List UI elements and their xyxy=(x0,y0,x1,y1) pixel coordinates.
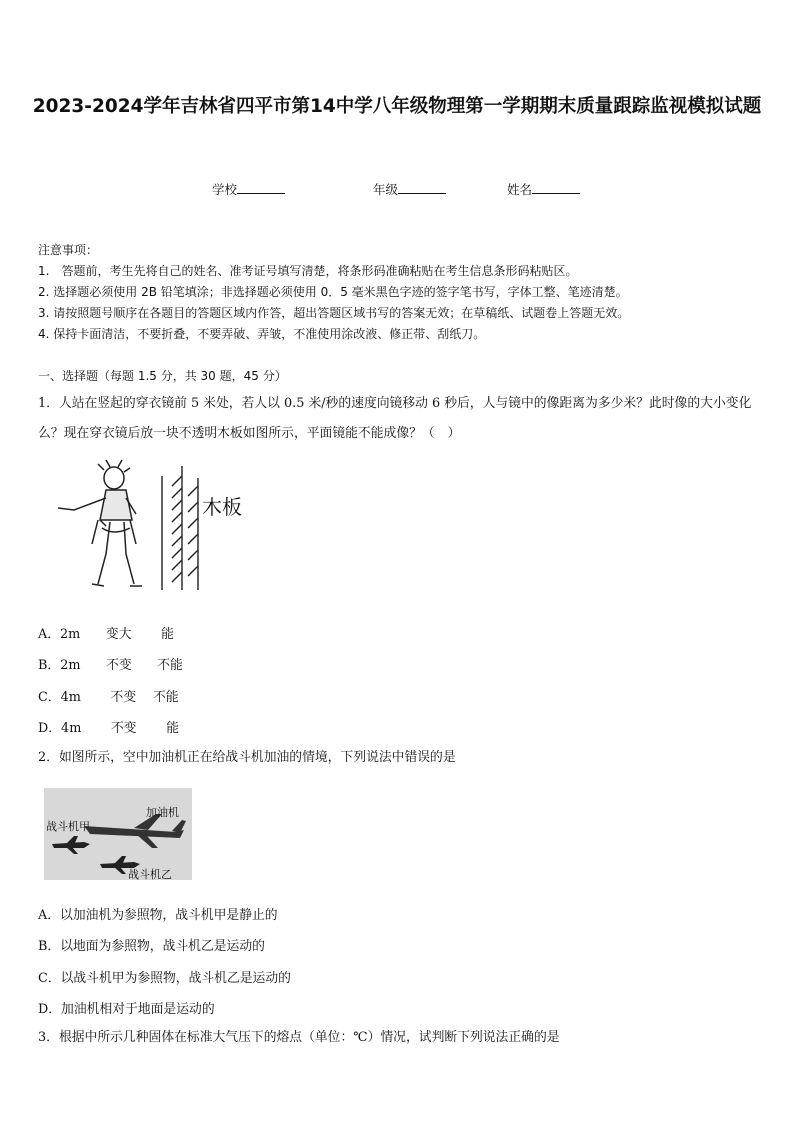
grade-blank xyxy=(398,181,446,194)
section-heading: 一、选择题（每题 1.5 分，共 30 题，45 分） xyxy=(38,369,287,383)
name-label: 姓名 xyxy=(507,182,533,197)
mirror-figure xyxy=(40,458,270,598)
q1-option-c: C．4m 不变 不能 xyxy=(38,690,179,705)
school-blank xyxy=(237,181,285,194)
name-blank xyxy=(532,181,580,194)
school-label: 学校 xyxy=(212,182,238,197)
question-1-text: 1．人站在竖起的穿衣镜前 5 米处，若人以 0.5 米/秒的速度向镜移动 6 秒后，人与镜中的像距离为多少米？此时像的大小变化么？现在穿衣镜后放一块不透明木板如图所示，平面镜能不能成像？（ ） xyxy=(38,396,752,441)
note-item: 1. 答题前，考生先将自己的姓名、准考证号填写清楚，将条形码准确粘贴在考生信息条形码粘贴区。 xyxy=(38,264,578,278)
fighter-b-label: 战斗机乙 xyxy=(128,868,172,880)
person-illustration xyxy=(58,460,142,586)
question-3-text: 3．根据中所示几种固体在标准大气压下的熔点（单位：℃）情况，试判断下列说法正确的是 xyxy=(38,1030,560,1045)
school-field xyxy=(212,180,285,198)
tanker-label: 加油机 xyxy=(146,806,179,819)
q2-option-a: A．以加油机为参照物，战斗机甲是静止的 xyxy=(38,908,278,923)
mirror-shape xyxy=(162,466,198,590)
notes-block xyxy=(38,240,768,345)
note-item: 2. 选择题必须使用 2B 铅笔填涂；非选择题必须使用 0．5 毫米黑色字迹的签字笔书写，字体工整、笔迹清楚。 xyxy=(38,285,628,299)
note-item: 3. 请按照题号顺序在各题目的答题区域内作答，超出答题区域书写的答案无效；在草稿纸、试题卷上答题无效。 xyxy=(38,306,630,320)
q2-option-c: C．以战斗机甲为参照物，战斗机乙是运动的 xyxy=(38,971,291,986)
board-label: 木板 xyxy=(202,495,242,519)
refuel-figure xyxy=(44,788,192,880)
q1-option-b: B．2m 不变 不能 xyxy=(38,658,183,673)
q2-option-d: D．加油机相对于地面是运动的 xyxy=(38,1002,215,1017)
note-item: 4. 保持卡面清洁，不要折叠，不要弄破、弄皱，不准使用涂改液、修正带、刮纸刀。 xyxy=(38,327,486,341)
grade-field xyxy=(373,180,446,198)
notes-heading: 注意事项： xyxy=(38,243,99,257)
q1-option-d: D．4m 不变 能 xyxy=(38,721,180,736)
question-2-text: 2．如图所示，空中加油机正在给战斗机加油的情境，下列说法中错误的是 xyxy=(38,750,456,765)
q2-option-b: B．以地面为参照物，战斗机乙是运动的 xyxy=(38,939,265,954)
fighter-a-label: 战斗机甲 xyxy=(46,820,90,833)
grade-label: 年级 xyxy=(373,182,399,197)
q1-option-a: A．2m 变大 能 xyxy=(38,627,174,642)
name-field xyxy=(507,180,580,198)
page-title: 2023-2024学年吉林省四平市第14中学八年级物理第一学期期末质量跟踪监视模拟试题 xyxy=(32,96,762,117)
